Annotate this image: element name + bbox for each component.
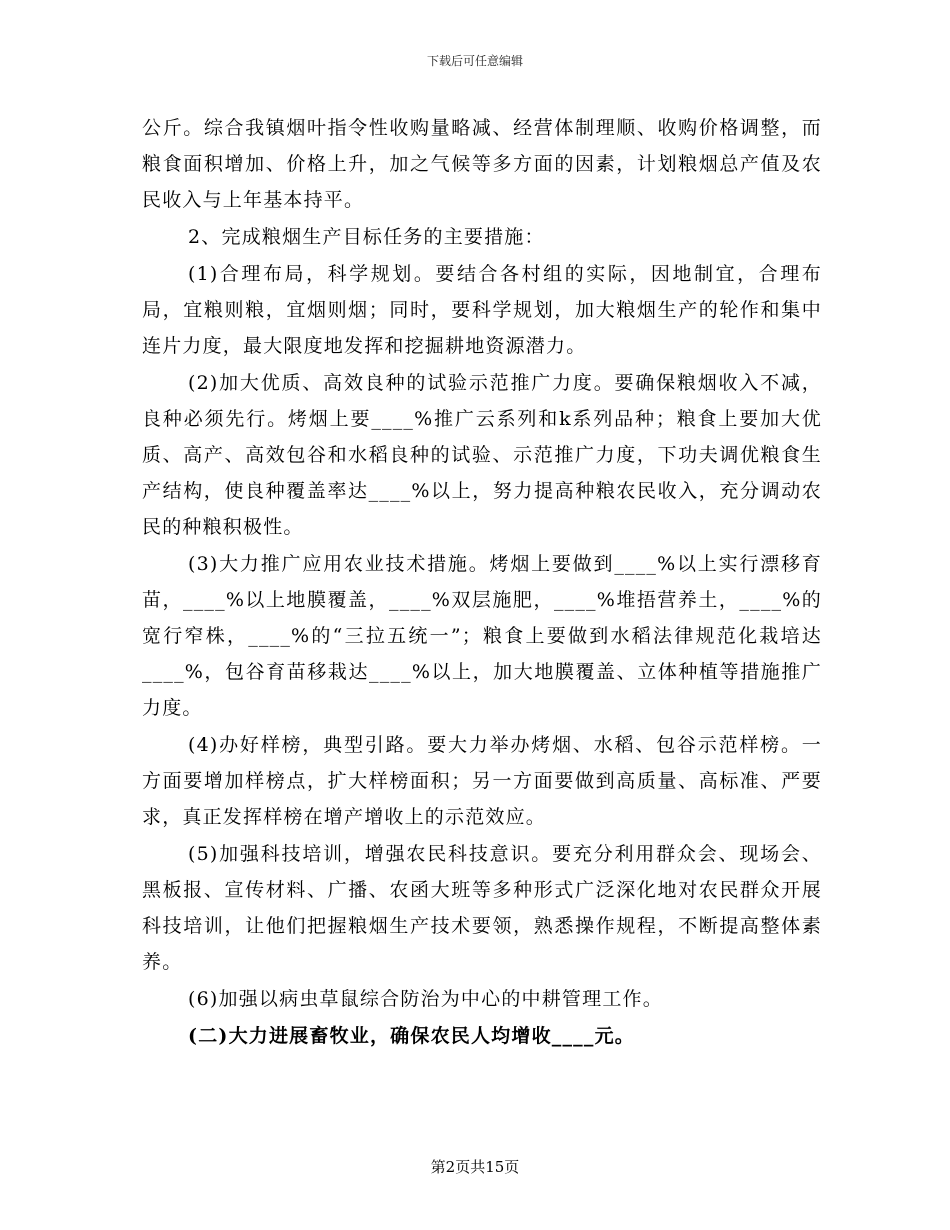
paragraph: (1)合理布局，科学规划。要结合各村组的实际，因地制宜，合理布局，宜粮则粮，宜烟则烟；同时，要科学规划，加大粮烟生产的轮作和集中连片力度，最大限度地发挥和挖掘耕地资源潜力。 <box>142 263 822 357</box>
paragraph: (2)加大优质、高效良种的试验示范推广力度。要确保粮烟收入不减，良种必须先行。烤烟上要____%推广云系列和k系列品种；粮食上要加大优质、高产、高效包谷和水稻良种的试验、示范推广力度，下功夫调优粮食生产结构，使良种覆盖率达____%以上，努力提高种粮农民收入，充分调动农民的种粮积极性。 <box>142 372 822 538</box>
page-header: 下载后可任意编辑 <box>426 54 523 68</box>
paragraph: 公斤。综合我镇烟叶指令性收购量略减、经营体制理顺、收购价格调整，而粮食面积增加、价格上升，加之气候等多方面的因素，计划粮烟总产值及农民收入与上年基本持平。 <box>142 117 822 211</box>
paragraph: (5)加强科技培训，增强农民科技意识。要充分利用群众会、现场会、黑板报、宣传材料、广播、农函大班等多种形式广泛深化地对农民群众开展科技培训，让他们把握粮烟生产技术要领，熟悉操作规程，不断提高整体素养。 <box>142 843 822 973</box>
paragraph: (6)加强以病虫草鼠综合防治为中心的中耕管理工作。 <box>188 988 663 1010</box>
paragraph: (3)大力推广应用农业技术措施。烤烟上要做到____%以上实行漂移育苗，____%以上地膜覆盖，____%双层施肥，____%堆捂营养土，____%的宽行窄株，____%的“三拉五统一”；粮食上要做到水稻法律规范化栽培达____%，包谷育苗移栽达____%以上，加大地膜覆盖、立体种植等措施推广力度。 <box>142 553 822 719</box>
page-number: 第2页共15页 <box>430 1158 520 1176</box>
document-body <box>142 110 822 1055</box>
paragraph: (4)办好样榜，典型引路。要大力举办烤烟、水稻、包谷示范样榜。一方面要增加样榜点，扩大样榜面积；另一方面要做到高质量、高标准、严要求，真正发挥样榜在增产增收上的示范效应。 <box>142 734 822 828</box>
paragraph: 2、完成粮烟生产目标任务的主要措施： <box>188 226 545 248</box>
section-heading: (二)大力进展畜牧业，确保农民人均增收____元。 <box>188 1025 635 1047</box>
